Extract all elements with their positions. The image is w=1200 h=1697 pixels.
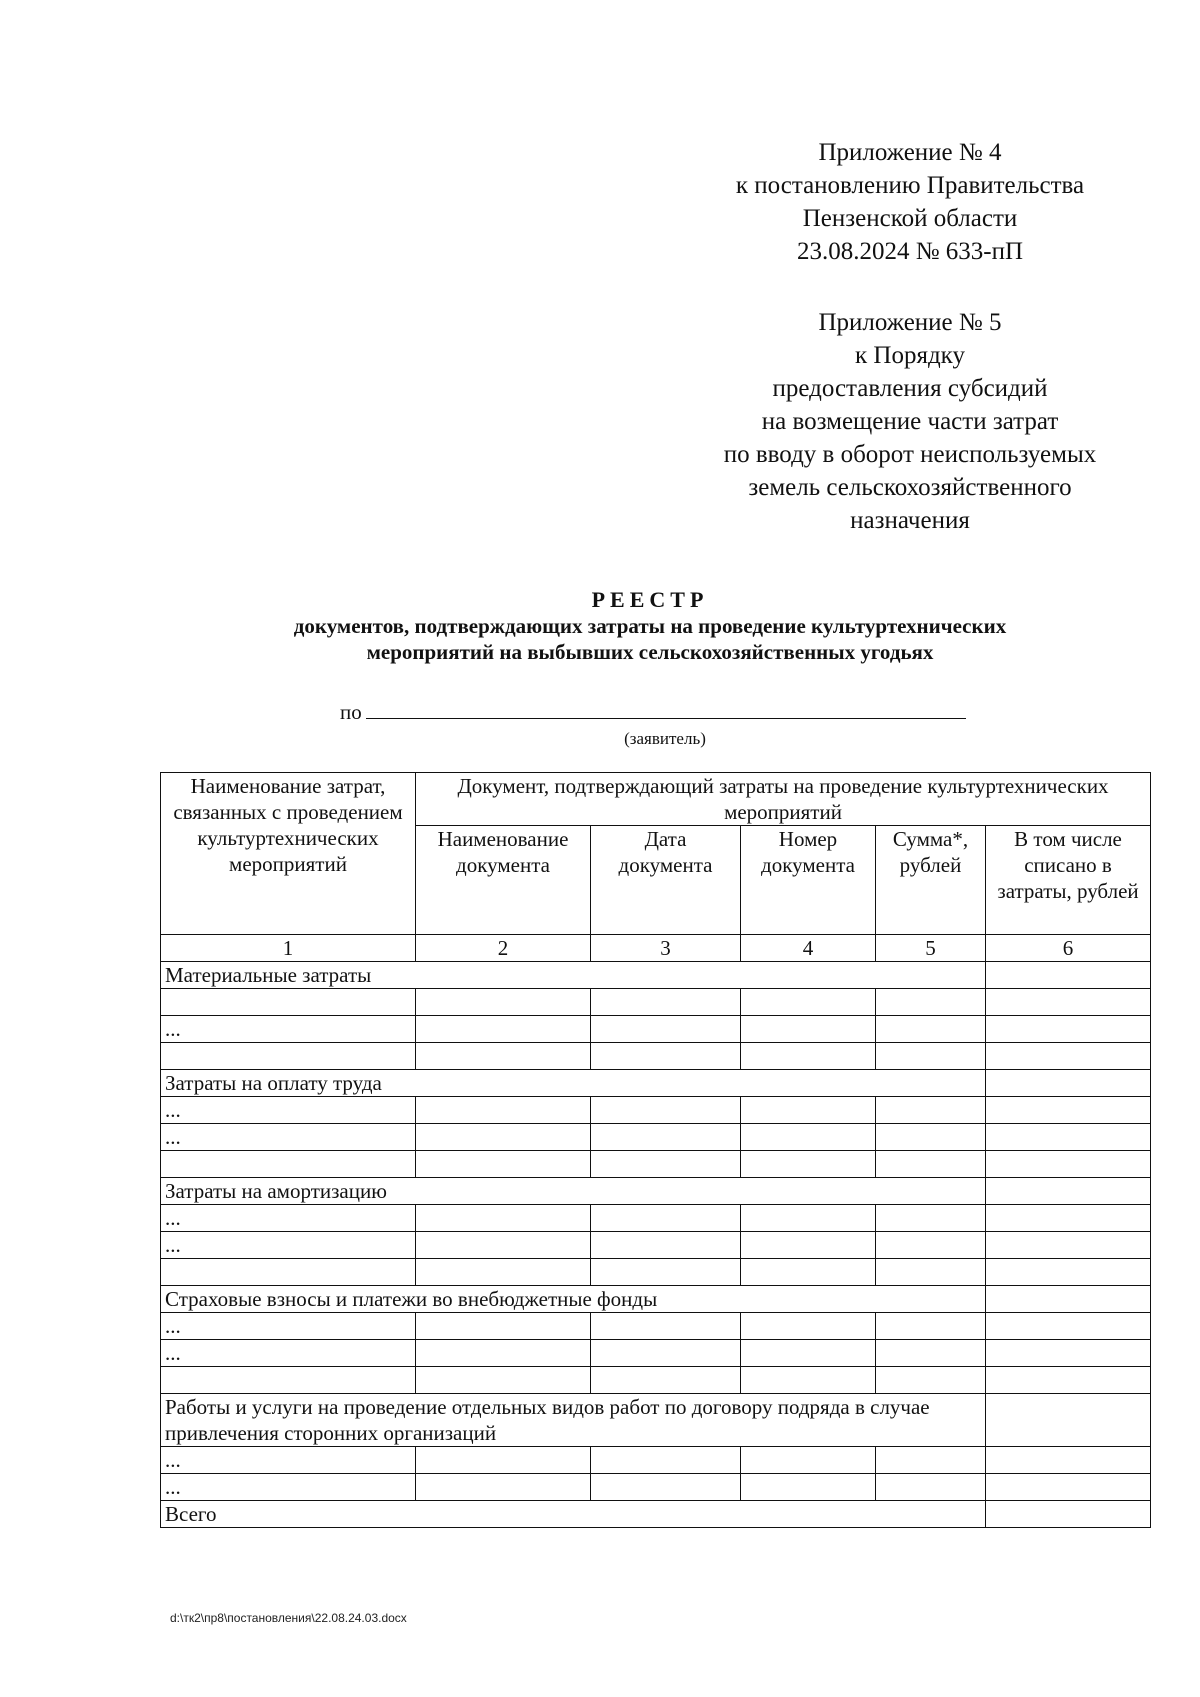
row-label: ... [161,1340,416,1367]
table-cell [876,1474,986,1501]
col-number-3: 3 [591,935,741,962]
appendix-5-line-7: назначения [850,507,970,534]
col5-header: Сумма*, рублей [876,826,986,935]
table-cell [591,1205,741,1232]
section-row [161,1394,1151,1447]
appendix-5-block [690,306,1130,537]
appendix-4-line-4: 23.08.2024 № 633-пП [796,238,1024,265]
col3-header: Дата документа [591,826,741,935]
table-row [161,1340,1151,1367]
col-number-6: 6 [986,935,1151,962]
table-row [161,1313,1151,1340]
row-label: ... [161,1232,416,1259]
table-cell [876,1205,986,1232]
table-cell [741,1124,876,1151]
table-cell [876,1151,986,1178]
table-cell [741,1097,876,1124]
table-cell [416,1259,591,1286]
table-cell [986,1070,1151,1097]
row-label: ... [161,1016,416,1043]
row-label: ... [161,1313,416,1340]
table-cell [876,1232,986,1259]
appendix-5-line-4: на возмещение части затрат [761,408,1059,435]
row-label: ... [161,1205,416,1232]
table-cell [986,1394,1151,1447]
section-row [161,962,1151,989]
table-cell [876,1043,986,1070]
table-cell [986,1232,1151,1259]
appendix-4-line-3: Пензенской области [802,205,1018,232]
table-cell [741,1474,876,1501]
row-label [161,1367,416,1394]
col1-header: Наименование затрат, связанных с проведением культуртехнических мероприятий [161,773,416,935]
row-label [161,1151,416,1178]
table-cell [876,1124,986,1151]
table-cell [416,1474,591,1501]
title-heading: РЕЕСТР [591,587,709,612]
table-row [161,1447,1151,1474]
table-cell [416,1447,591,1474]
table-cell [876,1016,986,1043]
table-cell [416,1205,591,1232]
table-cell [986,1340,1151,1367]
table-cell [876,1313,986,1340]
table-row [161,1232,1151,1259]
applicant-blank-field[interactable] [366,700,966,719]
section-title: Затраты на оплату труда [161,1070,986,1097]
appendix-5-line-2: к Порядку [855,342,965,369]
table-cell [416,1232,591,1259]
footer-file-path: d:\тк2\пр8\постановления\22.08.24.03.docx [170,1611,407,1625]
table-cell [986,962,1151,989]
section-row [161,1178,1151,1205]
col2-header: Наименование документа [416,826,591,935]
table-cell [416,1124,591,1151]
appendix-4-line-1: Приложение № 4 [818,139,1002,166]
row-label [161,989,416,1016]
appendix-4-block [690,136,1130,268]
table-cell [591,1124,741,1151]
table-cell [986,1097,1151,1124]
title-line-2: мероприятий на выбывших сельскохозяйственных угодьях [366,640,934,664]
table-cell [416,1043,591,1070]
table-cell [741,1447,876,1474]
col-number-4: 4 [741,935,876,962]
table-cell [741,1232,876,1259]
table-cell [591,1016,741,1043]
total-row [161,1501,1151,1528]
table-cell [876,1340,986,1367]
table-cell [591,1097,741,1124]
table-cell [986,1205,1151,1232]
group-header: Документ, подтверждающий затраты на проведение культуртехнических мероприятий [416,773,1151,826]
title-line-1: документов, подтверждающих затраты на проведение культуртехнических [293,614,1007,638]
table-cell [741,1205,876,1232]
section-row [161,1070,1151,1097]
table-cell [876,1447,986,1474]
table-cell [986,1367,1151,1394]
col-number-2: 2 [416,935,591,962]
table-cell [591,1259,741,1286]
row-label [161,1259,416,1286]
table-cell [876,1259,986,1286]
table-cell [986,1447,1151,1474]
section-title: Затраты на амортизацию [161,1178,986,1205]
row-label: ... [161,1124,416,1151]
table-row [161,1259,1151,1286]
table-row [161,1124,1151,1151]
table-row [161,1151,1151,1178]
table-row [161,1043,1151,1070]
table-cell [416,989,591,1016]
table-cell [986,1313,1151,1340]
registry-table [160,772,1151,1528]
document-title [150,587,1150,665]
table-row [161,1016,1151,1043]
total-label: Всего [161,1501,986,1528]
table-cell [591,1447,741,1474]
applicant-caption: (заявитель) [624,729,706,748]
total-value-cell [986,1501,1151,1528]
row-label: ... [161,1097,416,1124]
table-cell [876,1097,986,1124]
table-cell [416,1016,591,1043]
table-cell [741,1259,876,1286]
column-number-row [161,935,1151,962]
table-cell [741,1367,876,1394]
row-label: ... [161,1474,416,1501]
table-cell [741,1313,876,1340]
table-cell [591,1043,741,1070]
table-cell [591,1313,741,1340]
section-row [161,1286,1151,1313]
table-cell [416,1097,591,1124]
table-row [161,1205,1151,1232]
row-label: ... [161,1447,416,1474]
table-cell [416,1340,591,1367]
section-title: Работы и услуги на проведение отдельных видов работ по договору подряда в случае привлечения сторонних организаций [161,1394,986,1447]
table-cell [986,1043,1151,1070]
table-cell [591,989,741,1016]
table-cell [416,1151,591,1178]
table-row [161,1097,1151,1124]
table-cell [986,1151,1151,1178]
col4-header: Номер документа [741,826,876,935]
table-cell [986,1474,1151,1501]
col6-header: В том числе списано в затраты, рублей [986,826,1151,935]
table-row [161,989,1151,1016]
table-cell [741,1151,876,1178]
appendix-5-line-1: Приложение № 5 [818,309,1002,336]
table-cell [741,1340,876,1367]
applicant-line [340,700,966,724]
table-cell [591,1151,741,1178]
col-number-5: 5 [876,935,986,962]
table-cell [986,1016,1151,1043]
table-cell [986,1286,1151,1313]
table-cell [741,1016,876,1043]
table-header-row-1 [161,773,1151,826]
appendix-5-line-6: земель сельскохозяйственного [748,474,1072,501]
table-cell [416,1367,591,1394]
table-row [161,1474,1151,1501]
table-row [161,1367,1151,1394]
col-number-1: 1 [161,935,416,962]
table-cell [741,1043,876,1070]
table-cell [876,989,986,1016]
table-cell [986,1259,1151,1286]
table-cell [591,1474,741,1501]
table-cell [986,989,1151,1016]
table-cell [416,1313,591,1340]
row-label [161,1043,416,1070]
table-cell [986,1124,1151,1151]
table-cell [591,1367,741,1394]
table-cell [876,1367,986,1394]
table-cell [986,1178,1151,1205]
section-title: Материальные затраты [161,962,986,989]
table-cell [591,1232,741,1259]
applicant-prefix: по [340,700,362,724]
section-title: Страховые взносы и платежи во внебюджетные фонды [161,1286,986,1313]
table-cell [591,1340,741,1367]
appendix-5-line-5: по вводу в оборот неиспользуемых [723,441,1097,468]
appendix-5-line-3: предоставления субсидий [772,375,1048,402]
table-cell [741,989,876,1016]
appendix-4-line-2: к постановлению Правительства [735,172,1085,199]
